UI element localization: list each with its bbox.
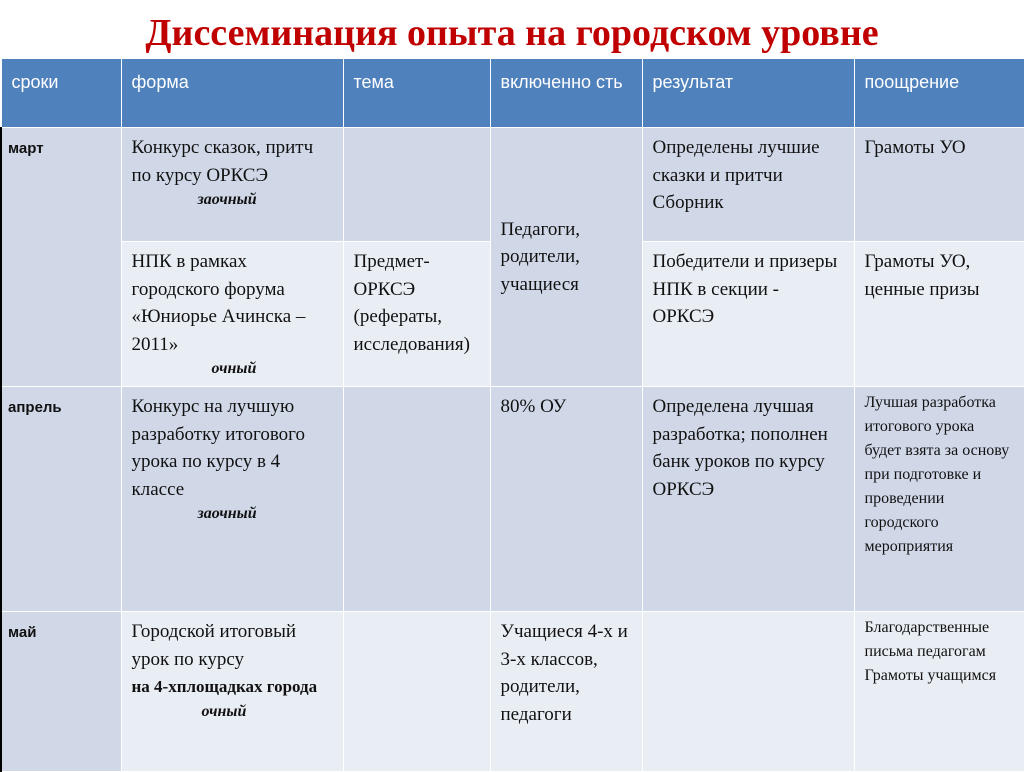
table-header-row xyxy=(1,59,1024,128)
form-text: НПК в рамках городского форума «Юниорье Ачинска – 2011» xyxy=(131,251,306,355)
column-header-topic: тема xyxy=(343,59,490,128)
form-mode: очный xyxy=(211,360,257,377)
column-header-reward: поощрение xyxy=(854,59,1024,128)
term-cell: март xyxy=(1,128,121,387)
topic-cell: Предмет- ОРКСЭ (рефераты, исследования) xyxy=(343,242,490,387)
form-cell xyxy=(121,242,343,387)
form-text: Конкурс сказок, притч по курсу ОРКСЭ xyxy=(131,137,314,186)
form-cell xyxy=(121,387,343,612)
reward-cell: Грамоты УО, ценные призы xyxy=(854,242,1024,387)
column-header-form: форма xyxy=(121,59,343,128)
form-cell xyxy=(121,128,343,242)
slide-title: Диссеминация опыта на городском уровне xyxy=(145,12,879,54)
table-row xyxy=(1,387,1024,612)
table-row xyxy=(1,128,1024,242)
form-cell xyxy=(121,612,343,772)
form-locations: на 4-хплощадках города xyxy=(131,677,318,696)
form-text: Городской итоговый урок по курсу xyxy=(131,621,296,670)
topic-cell xyxy=(343,387,490,612)
topic-cell xyxy=(343,128,490,242)
column-header-involvement: включенно сть xyxy=(490,59,642,128)
involvement-cell: Педагоги, родители, учащиеся xyxy=(490,128,642,387)
result-cell: Определены лучшие сказки и притчи Сборник xyxy=(642,128,854,242)
column-header-result: результат xyxy=(642,59,854,128)
topic-cell xyxy=(343,612,490,772)
result-cell xyxy=(642,612,854,772)
involvement-cell: Учащиеся 4-х и 3-х классов, родители, педагоги xyxy=(490,612,642,772)
table-row xyxy=(1,612,1024,772)
column-header-term: сроки xyxy=(1,59,121,128)
result-cell: Определена лучшая разработка; пополнен банк уроков по курсу ОРКСЭ xyxy=(642,387,854,612)
term-cell: апрель xyxy=(1,387,121,612)
form-mode: заочный xyxy=(197,191,257,208)
reward-cell: Благодарственные письма педагогам Грамоты учащимся xyxy=(854,612,1024,772)
form-mode: заочный xyxy=(197,505,257,522)
result-cell: Победители и призеры НПК в секции - ОРКСЭ xyxy=(642,242,854,387)
reward-cell: Лучшая разработка итогового урока будет взята за основу при подготовке и проведении городского мероприятия xyxy=(854,387,1024,612)
term-cell: май xyxy=(1,612,121,772)
form-mode: очный xyxy=(201,702,247,720)
involvement-cell: 80% ОУ xyxy=(490,387,642,612)
form-text: Конкурс на лучшую разработку итогового урока по курсу в 4 классе xyxy=(131,396,306,500)
reward-cell: Грамоты УО xyxy=(854,128,1024,242)
dissemination-table xyxy=(0,58,1024,772)
